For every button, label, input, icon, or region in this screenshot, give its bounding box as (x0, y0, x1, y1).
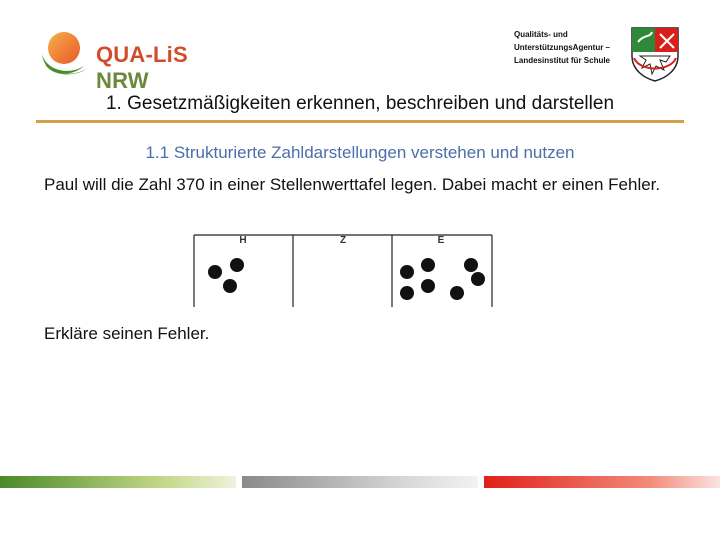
dot-h-1 (208, 265, 222, 279)
agency-line-1: Qualitäts- und (514, 30, 568, 39)
column-label-e: E (437, 235, 445, 246)
column-label-z: Z (339, 235, 347, 246)
dot-e-4 (471, 272, 485, 286)
section-subtitle: 1.1 Strukturierte Zahldarstellungen verstehen und nutzen (145, 143, 575, 162)
column-label-h: H (239, 235, 247, 246)
dot-e-2 (421, 258, 435, 272)
title-divider (36, 120, 684, 123)
logo-part2: NRW (96, 68, 149, 93)
agency-line-3: Landesinstitut für Schule (514, 56, 611, 65)
task-prompt: Erkläre seinen Fehler. (44, 324, 210, 343)
agency-line-2: UnterstützungsAgentur – (514, 43, 610, 52)
dot-e-5 (400, 286, 414, 300)
logo-part1: QUA-LiS (96, 42, 188, 67)
footer-bar-green (0, 476, 236, 488)
page-title: 1. Gesetzmäßigkeiten erkennen, beschreiben und darstellen (105, 93, 615, 114)
qualis-logo (38, 26, 238, 93)
dot-h-3 (223, 279, 237, 293)
qualis-logo-icon (38, 26, 94, 82)
agency-name (514, 28, 610, 67)
dot-e-3 (464, 258, 478, 272)
place-value-table (193, 233, 493, 309)
task-text: Paul will die Zahl 370 in einer Stellenwerttafel legen. Dabei macht er einen Fehler. (44, 175, 661, 194)
dot-e-7 (450, 286, 464, 300)
dot-e-1 (400, 265, 414, 279)
dot-e-6 (421, 279, 435, 293)
qualis-logo-text (96, 42, 238, 94)
footer-bar-red (484, 476, 720, 488)
dot-h-2 (230, 258, 244, 272)
agency-logo (514, 26, 684, 86)
footer-bar-gray (242, 476, 478, 488)
nrw-coat-of-arms-icon (630, 26, 680, 82)
